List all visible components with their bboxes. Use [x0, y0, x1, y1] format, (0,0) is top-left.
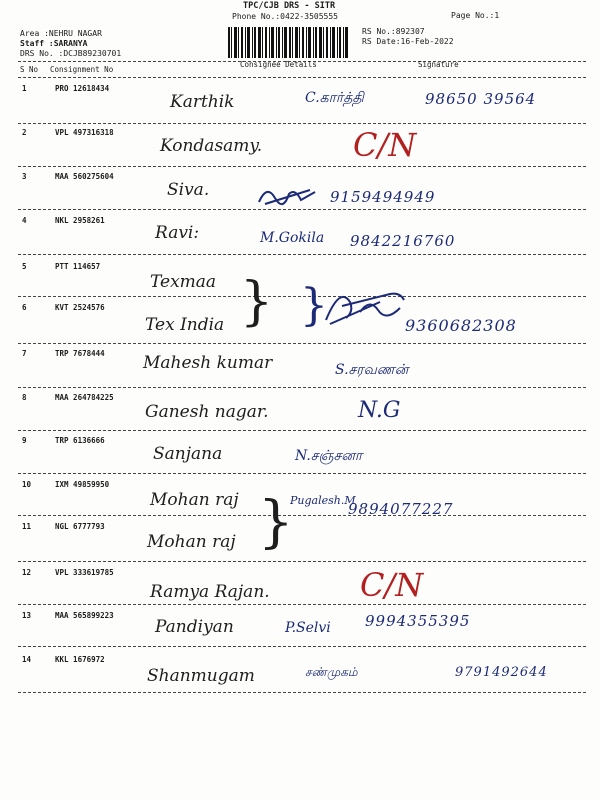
- row-divider: [18, 254, 586, 255]
- consignee-name: Ganesh nagar.: [145, 402, 269, 422]
- divider: [18, 77, 586, 78]
- row-divider: [18, 430, 586, 431]
- row-divider: [18, 561, 586, 562]
- brace-mark: }: [300, 280, 328, 331]
- receiver-signature: சண்முகம்: [305, 665, 358, 679]
- row-number: 12: [22, 568, 32, 577]
- row-divider: [18, 473, 586, 474]
- consignee-name: Karthik: [170, 92, 235, 112]
- row-divider: [18, 123, 586, 124]
- consignee-name: Tex India: [145, 315, 225, 335]
- brace-mark: }: [258, 490, 294, 555]
- signature-scribble: [320, 282, 410, 330]
- consignment-no: KVT 2524576: [55, 303, 105, 312]
- receiver-signature: M.Gokila: [260, 230, 325, 246]
- receiver-signature: N.சஞ்சனா: [295, 448, 363, 464]
- rs-date: RS Date:16-Feb-2022: [362, 37, 454, 46]
- cn-mark: C/N: [360, 566, 424, 604]
- consignee-name: Ramya Rajan.: [150, 582, 270, 602]
- brace-mark: }: [240, 272, 274, 332]
- row-divider: [18, 604, 586, 605]
- receiver-signature: S.சரவணன்: [335, 362, 409, 378]
- row-number: 11: [22, 522, 32, 531]
- consignment-no: NKL 2958261: [55, 216, 105, 225]
- receiver-phone: 9360682308: [405, 316, 517, 335]
- row-divider: [18, 387, 586, 388]
- row-number: 7: [22, 349, 27, 358]
- consignee-name: Mohan raj: [147, 532, 236, 552]
- staff-label: Staff :SARANYA: [20, 39, 88, 48]
- consignment-no: NGL 6777793: [55, 522, 105, 531]
- receiver-phone: 9994355395: [365, 612, 471, 630]
- row-number: 8: [22, 393, 27, 402]
- consignment-no: MAA 565899223: [55, 611, 114, 620]
- row-divider: [18, 515, 586, 516]
- consignee-name: Siva.: [167, 180, 210, 200]
- row-number: 9: [22, 436, 27, 445]
- consignment-no: PTT 114657: [55, 262, 101, 271]
- row-divider: [18, 209, 586, 210]
- consignment-no: TRP 7678444: [55, 349, 105, 358]
- consignee-name: Ravi:: [155, 223, 200, 243]
- receiver-signature: N.G: [358, 398, 401, 423]
- row-number: 14: [22, 655, 32, 664]
- rs-number: RS No.:892307: [362, 27, 425, 36]
- consignee-name: Shanmugam: [147, 666, 255, 686]
- receiver-phone: 9894077227: [348, 500, 454, 518]
- consignee-name: Texmaa: [150, 272, 217, 292]
- area-label: Area :NEHRU NAGAR: [20, 29, 102, 38]
- receiver-phone: 9159494949: [330, 188, 436, 206]
- report-title: TPC/CJB DRS - SITR: [243, 1, 336, 11]
- consignment-no: PRO 12618434: [55, 84, 110, 93]
- barcode: [228, 27, 350, 58]
- row-number: 6: [22, 303, 27, 312]
- consignee-name: Mahesh kumar: [143, 353, 273, 373]
- consignee-name: Pandiyan: [155, 617, 234, 637]
- consignee-name: Mohan raj: [150, 490, 239, 510]
- consignment-no: MAA 264784225: [55, 393, 114, 402]
- row-number: 1: [22, 84, 27, 93]
- row-number: 3: [22, 172, 27, 181]
- row-divider: [18, 646, 586, 647]
- receiver-phone: 98650 39564: [425, 90, 537, 108]
- receiver-signature: C.கார்த்தி: [305, 90, 364, 106]
- receiver-phone: 9791492644: [455, 665, 548, 680]
- consignment-no: VPL 497316318: [55, 128, 114, 137]
- consignment-no: VPL 333619785: [55, 568, 114, 577]
- consignee-name: Kondasamy.: [160, 136, 263, 156]
- receiver-phone: 9842216760: [350, 232, 456, 250]
- row-divider: [18, 692, 586, 693]
- col-signature: Signature: [418, 60, 459, 69]
- signature-scribble: [255, 182, 320, 210]
- row-number: 13: [22, 611, 32, 620]
- row-number: 2: [22, 128, 27, 137]
- receiver-signature: P.Selvi: [285, 620, 331, 636]
- col-consignment: Consignment No: [50, 65, 114, 74]
- consignee-name: Sanjana: [153, 444, 223, 464]
- consignment-no: IXM 49859950: [55, 480, 110, 489]
- cn-mark: C/N: [353, 126, 417, 164]
- row-divider: [18, 166, 586, 167]
- row-divider: [18, 343, 586, 344]
- consignment-no: TRP 6136666: [55, 436, 105, 445]
- consignment-no: KKL 1676972: [55, 655, 105, 664]
- col-details: Consignee Details: [240, 60, 317, 69]
- consignment-no: MAA 560275604: [55, 172, 114, 181]
- row-number: 5: [22, 262, 27, 271]
- row-number: 4: [22, 216, 27, 225]
- receiver-signature: Pugalesh.M: [290, 494, 356, 507]
- page-number: Page No.:1: [451, 11, 500, 20]
- col-sno: S No: [20, 65, 39, 74]
- phone-number: Phone No.:0422-3505555: [232, 12, 338, 21]
- row-number: 10: [22, 480, 32, 489]
- drs-number: DRS No. :DCJB89230701: [20, 49, 122, 58]
